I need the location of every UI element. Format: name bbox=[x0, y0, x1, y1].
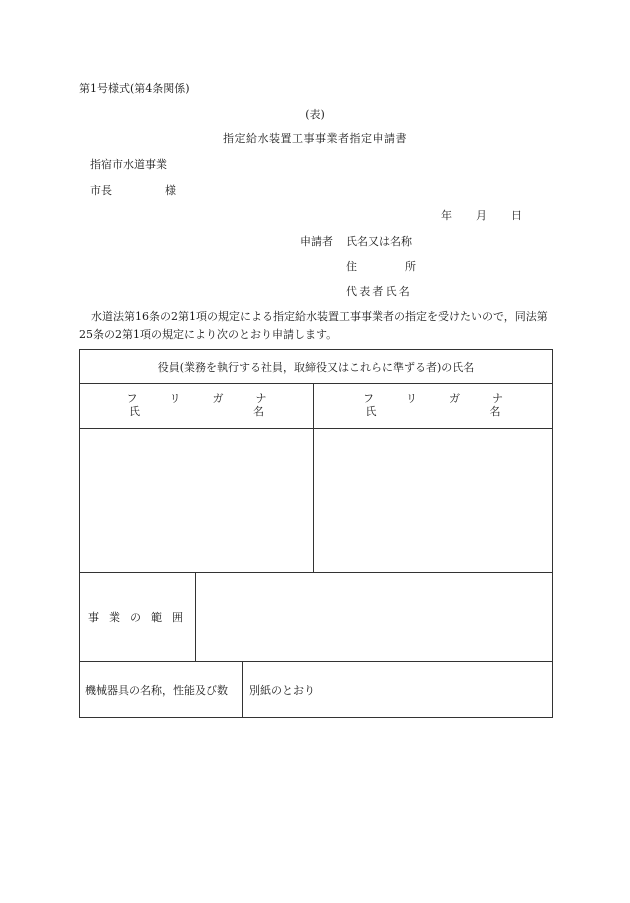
application-table bbox=[79, 349, 553, 718]
scope-field[interactable] bbox=[196, 573, 553, 662]
applicant-representative-row: 代表者氏名 bbox=[346, 285, 412, 298]
furigana-char: フ bbox=[126, 392, 138, 405]
furigana-char: ガ bbox=[212, 392, 224, 405]
form-number: 第1号様式(第4条関係) bbox=[79, 82, 190, 95]
name-label-left bbox=[80, 405, 313, 418]
equipment-label: 機械器具の名称，性能及び数 bbox=[80, 662, 243, 718]
officer-name-header-left bbox=[80, 384, 314, 429]
name-char-shi: 氏 bbox=[365, 405, 377, 418]
officer-name-header-right bbox=[314, 384, 553, 429]
equipment-value: 別紙のとおり bbox=[243, 662, 553, 718]
furigana-char: ガ bbox=[449, 392, 461, 405]
furigana-label-right bbox=[314, 392, 552, 405]
date-day: 日 bbox=[511, 209, 522, 222]
date-year: 年 bbox=[441, 209, 452, 222]
furigana-char: ナ bbox=[492, 392, 504, 405]
furigana-char: リ bbox=[169, 392, 181, 405]
furigana-char: フ bbox=[363, 392, 375, 405]
officer-names-right-field[interactable] bbox=[314, 429, 553, 573]
applicant-address-row bbox=[346, 260, 416, 274]
furigana-char: リ bbox=[406, 392, 418, 405]
address-label-a: 住 bbox=[346, 260, 357, 273]
application-statement: 水道法第16条の2第1項の規定による指定給水装置工事事業者の指定を受けたいので，同法第25条の2第1項の規定により次のとおり申請します。 bbox=[79, 310, 548, 341]
officers-header: 役員(業務を執行する社員，取締役又はこれらに準ずる者)の氏名 bbox=[80, 350, 553, 384]
addressee-honorific: 様 bbox=[165, 184, 176, 197]
name-char-mei: 名 bbox=[489, 405, 501, 418]
applicant-label: 申請者 bbox=[300, 235, 333, 248]
addressee-line2 bbox=[90, 184, 176, 198]
name-char-shi: 氏 bbox=[129, 405, 140, 418]
side-label: (表) bbox=[305, 108, 325, 121]
name-label-right bbox=[314, 405, 552, 418]
name-char-mei: 名 bbox=[253, 405, 264, 418]
applicant-name-label: 氏名又は名称 bbox=[346, 235, 412, 248]
address-label-b: 所 bbox=[405, 260, 416, 273]
document-title: 指定給水装置工事事業者指定申請書 bbox=[223, 132, 407, 145]
date-line bbox=[441, 209, 522, 223]
applicant-name-row bbox=[300, 235, 412, 249]
addressee-title: 市長 bbox=[90, 184, 112, 197]
scope-label: 事業の範囲 bbox=[80, 573, 196, 662]
date-month: 月 bbox=[476, 209, 487, 222]
officer-names-left-field[interactable] bbox=[80, 429, 314, 573]
furigana-char: ナ bbox=[255, 392, 267, 405]
furigana-label-left bbox=[80, 392, 313, 405]
addressee-line1: 指宿市水道事業 bbox=[90, 158, 167, 171]
